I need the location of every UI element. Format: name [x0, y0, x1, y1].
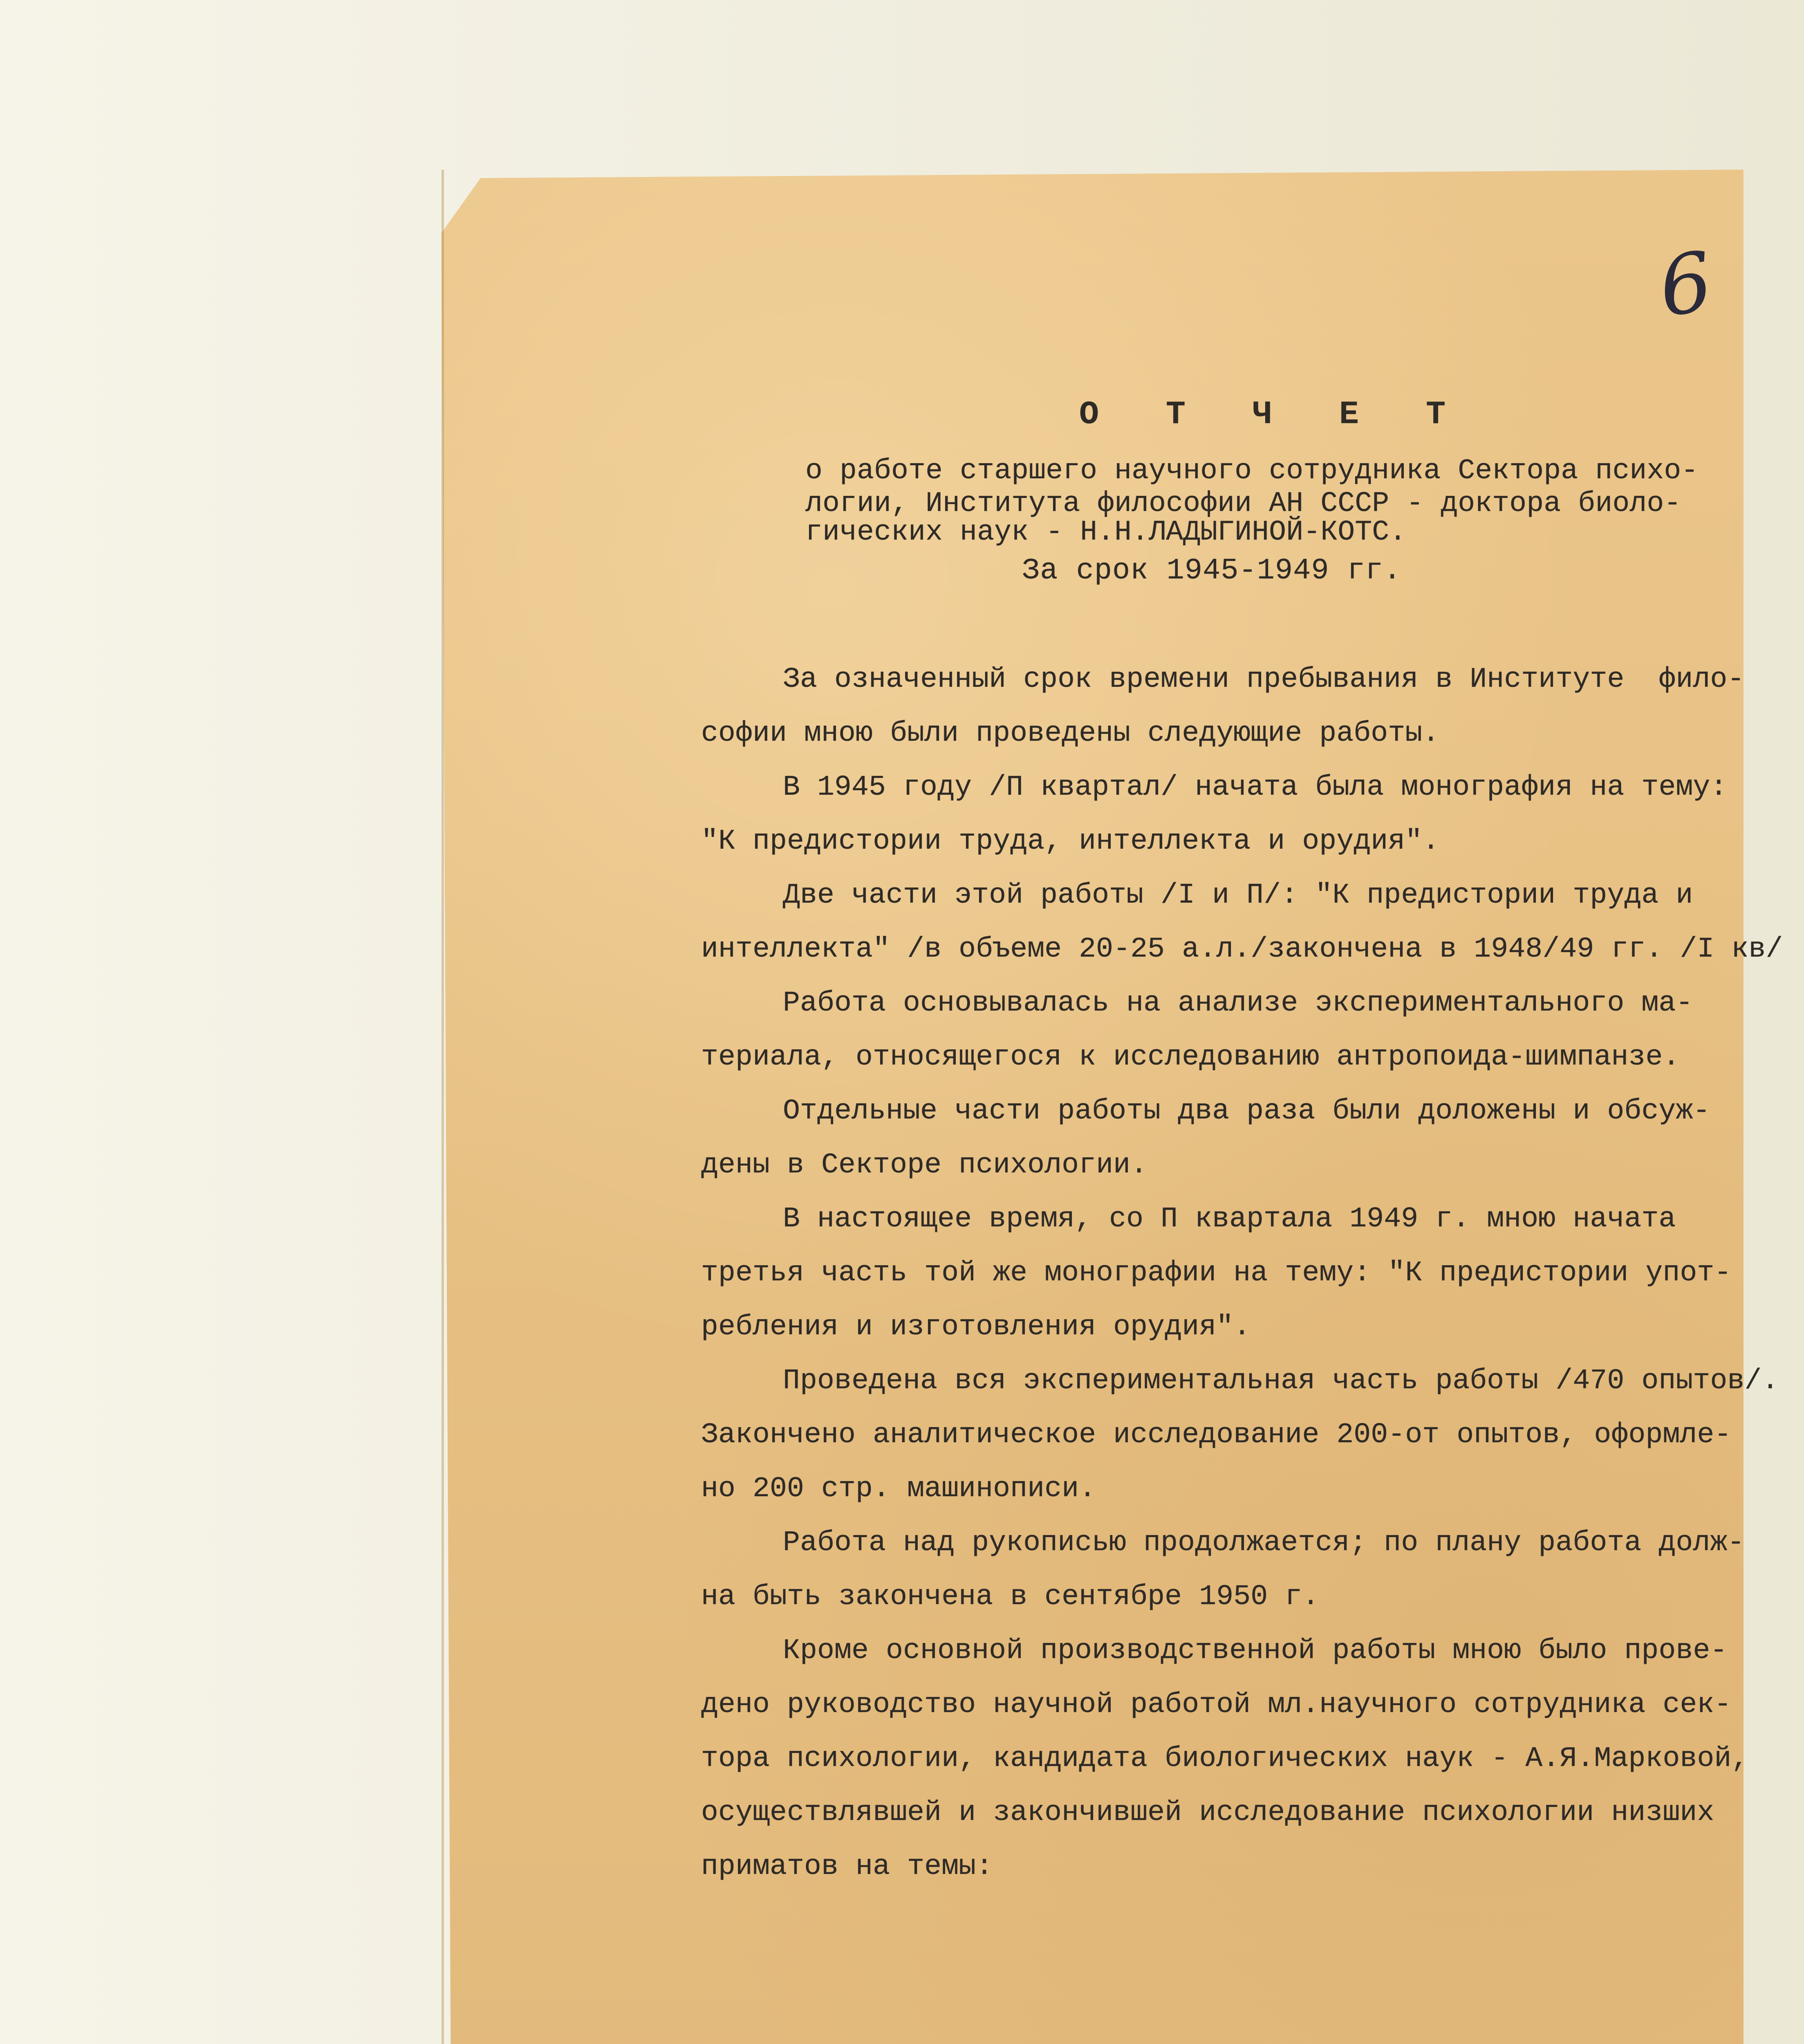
subtitle-line: гических наук - Н.Н.ЛАДЫГИНОЙ-КОТС.: [805, 516, 1407, 549]
body-line: на быть закончена в сентябре 1950 г.: [701, 1581, 1320, 1613]
body-line: Работа над рукописью продолжается; по плану работа долж-: [783, 1527, 1745, 1559]
report-period: За срок 1945-1949 гг.: [1022, 554, 1402, 587]
body-line: интеллекта" /в объеме 20-25 а.л./закончена в 1948/49 гг. /I кв/: [701, 933, 1783, 966]
handwritten-page-number: 6: [1653, 234, 1718, 336]
body-line: Работа основывалась на анализе экспериментального ма-: [783, 987, 1693, 1020]
body-line: Отдельные части работы два раза были доложены и обсуж-: [783, 1095, 1710, 1127]
body-line: "К предистории труда, интеллекта и орудия".: [701, 825, 1440, 858]
body-line: тора психологии, кандидата биологических наук - А.Я.Марковой,: [701, 1743, 1749, 1775]
body-line: В 1945 году /П квартал/ начата была монография на тему:: [783, 771, 1728, 804]
body-line: Две части этой работы /I и П/: "К предистории труда и: [783, 879, 1693, 912]
body-line: ребления и изготовления орудия".: [701, 1311, 1251, 1343]
body-line: Проведена вся экспериментальная часть работы /470 опытов/.: [783, 1365, 1779, 1397]
body-line: дены в Секторе психологии.: [701, 1149, 1148, 1181]
body-line: осуществлявшей и закончившей исследование психологии низших: [701, 1797, 1714, 1829]
body-line: дено руководство научной работой мл.научного сотрудника сек-: [701, 1689, 1732, 1721]
document-title: О Т Ч Е Т: [1079, 396, 1470, 433]
body-line: Кроме основной производственной работы мною было прове-: [783, 1635, 1728, 1667]
body-line: приматов на темы:: [701, 1851, 993, 1883]
body-line: третья часть той же монографии на тему: "К предистории упот-: [701, 1257, 1732, 1289]
body-line: В настоящее время, со П квартала 1949 г. мною начата: [783, 1203, 1676, 1235]
subtitle-line: о работе старшего научного сотрудника Сектора психо-: [805, 455, 1699, 487]
body-line: териала, относящегося к исследованию антропоида-шимпанзе.: [701, 1041, 1680, 1074]
body-line: но 200 стр. машинописи.: [701, 1473, 1096, 1505]
subtitle-line: логии, Института философии АН СССР - доктора биоло-: [805, 488, 1681, 520]
body-line: софии мною были проведены следующие работы.: [701, 717, 1440, 750]
body-line: За означенный срок времени пребывания в Институте фило-: [783, 663, 1745, 696]
body-line: Закончено аналитическое исследование 200-от опытов, оформле-: [701, 1419, 1732, 1451]
